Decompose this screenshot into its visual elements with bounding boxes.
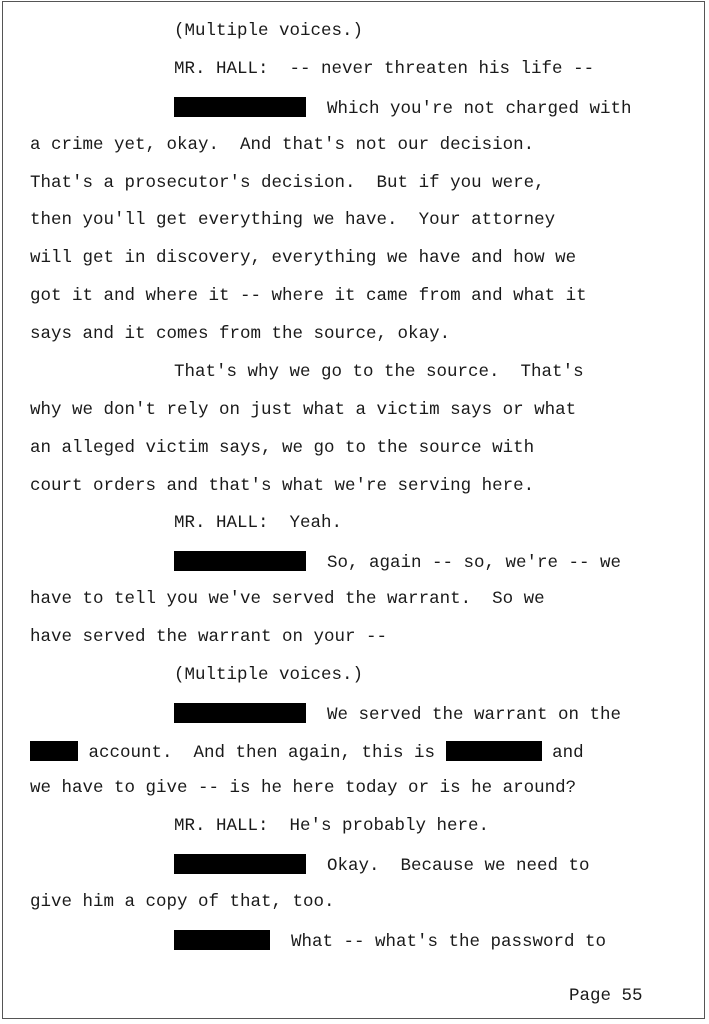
- line-text: an alleged victim says, we go to the source with: [30, 438, 535, 458]
- line-text: and: [541, 743, 584, 763]
- transcript-line: [174, 362, 584, 382]
- redaction-block: [174, 97, 306, 117]
- transcript-line: [174, 551, 621, 571]
- line-text: MR. HALL: Yeah.: [174, 513, 343, 533]
- transcript-line: [30, 438, 534, 458]
- line-text: why we don't rely on just what a victim says or what: [30, 400, 577, 420]
- line-text: account. And then again, this is: [78, 743, 446, 763]
- redaction-block: [30, 741, 78, 761]
- line-text: give him a copy of that, too.: [30, 892, 335, 912]
- line-text: That's a prosecutor's decision. But if you were,: [30, 173, 545, 193]
- redaction-block: [446, 741, 542, 761]
- transcript-line: [30, 400, 576, 420]
- transcript-line: [174, 854, 590, 874]
- line-text: (Multiple voices.): [174, 665, 364, 685]
- transcript-line: [30, 589, 545, 609]
- line-text: have served the warrant on your --: [30, 627, 388, 647]
- transcript-line: [30, 778, 576, 798]
- line-text: have to tell you we've served the warrant. So we: [30, 589, 545, 609]
- page-number: Page 55: [569, 986, 643, 1006]
- line-text: That's why we go to the source. That's: [174, 362, 584, 382]
- line-text: (Multiple voices.): [174, 21, 364, 41]
- transcript-line: [174, 97, 632, 117]
- transcript-line: [174, 703, 621, 723]
- line-text: will get in discovery, everything we have and how we: [30, 248, 577, 268]
- line-text: So, again -- so, we're -- we: [306, 553, 622, 573]
- line-text: MR. HALL: He's probably here.: [174, 816, 490, 836]
- redaction-block: [174, 854, 306, 874]
- transcript-line: [30, 248, 576, 268]
- line-text: says and it comes from the source, okay.: [30, 324, 451, 344]
- transcript-line: [174, 816, 489, 836]
- transcript-line: [30, 135, 534, 155]
- line-text: What -- what's the password to: [270, 932, 607, 952]
- redaction-block: [174, 703, 306, 723]
- transcript-line: [174, 21, 363, 41]
- line-text: Okay. Because we need to: [306, 856, 590, 876]
- line-text: we have to give -- is he here today or is he around?: [30, 778, 577, 798]
- transcript-line: [30, 286, 587, 306]
- line-text: court orders and that's what we're serving here.: [30, 476, 535, 496]
- line-text: got it and where it -- where it came from and what it: [30, 286, 587, 306]
- transcript-line: [30, 741, 584, 761]
- line-text: then you'll get everything we have. Your attorney: [30, 210, 556, 230]
- transcript-line: [174, 513, 342, 533]
- transcript-line: [30, 324, 450, 344]
- transcript-line: [30, 210, 555, 230]
- transcript-line: [174, 665, 363, 685]
- transcript-line: [174, 59, 594, 79]
- transcript-line: [30, 173, 545, 193]
- transcript-line: [30, 892, 335, 912]
- transcript-line: [174, 930, 606, 950]
- line-text: a crime yet, okay. And that's not our decision.: [30, 135, 535, 155]
- redaction-block: [174, 551, 306, 571]
- redaction-block: [174, 930, 270, 950]
- line-text: Which you're not charged with: [306, 99, 632, 119]
- line-text: MR. HALL: -- never threaten his life --: [174, 59, 595, 79]
- transcript-line: [30, 476, 534, 496]
- line-text: We served the warrant on the: [306, 705, 622, 725]
- transcript-line: [30, 627, 387, 647]
